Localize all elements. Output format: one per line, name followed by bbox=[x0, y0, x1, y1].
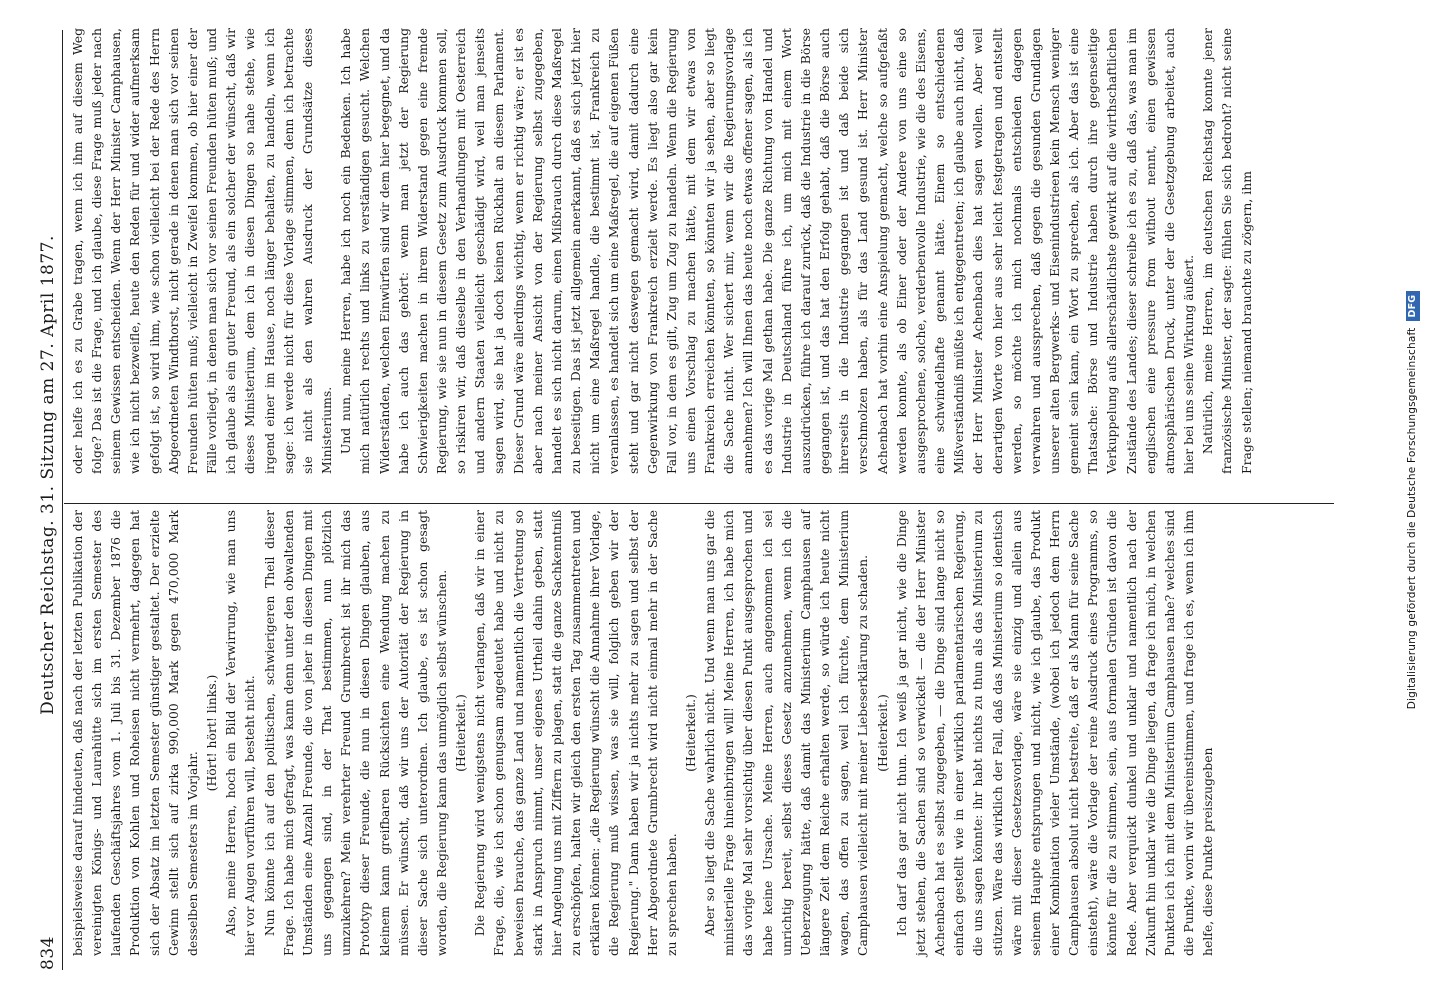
credit-text: Digitalisierung gefördert durch die Deutsche Forschungsgemeinschaft bbox=[1406, 327, 1418, 710]
page-header bbox=[34, 30, 62, 970]
paragraph: Die Regierung wird wenigstens nicht verlangen, daß wir in einer Frage, die, wie ich schon genugsam angedeutet habe und nicht zu beweisen brauche, das ganze Land und namentlich die Vertretung so stark in Anspruch nimmt, unser eigenes Urtheil dahin geben, statt hier Angelung uns mit Ziffern zu plagen, statt die ganze Sachkenntniß zu erschöpfen, halten wir gleich den ersten Tag zusammentreten und erklären können: „die Regierung wünscht die Annahme ihrer Vorlage, die Regierung muß wissen, was sie will, folglich geben wir der Regierung." Dann haben wir ja nichts mehr zu sagen und selbst der Herr Abgeordnete Grumbrecht wird nicht einmal mehr in der Sache zu sprechen haben. bbox=[472, 510, 679, 956]
paragraph: Also, meine Herren, hoch ein Bild der Verwirrung, wie man uns hier vor Augen vorführen will, besteht nicht. bbox=[223, 510, 258, 956]
digitization-credit bbox=[1398, 0, 1426, 1000]
right-column bbox=[68, 28, 1256, 474]
interjection: (Heiterkeit.) bbox=[874, 694, 890, 772]
column-divider bbox=[64, 503, 1334, 504]
paragraph: beispielsweise darauf hindeuten, daß nach der letzten Publikation der vereinigten Königs- und Laurahütte sich im ersten Semester des laufenden Geschäftsjahres vom 1. Juli bis 31. Dezember 1876 die Produktion von Kohlen und Roheisen nicht vermehrt, dagegen hat sich der Absatz im letzten Semester günstiger gestaltet. Der erzielte Gewinn stellt sich auf zirka 990,000 Mark gegen 470,000 Mark desselben Semesters im Vorjahr. bbox=[70, 510, 200, 956]
left-column bbox=[68, 510, 1217, 956]
paragraph: Ich darf das gar nicht thun. Ich weiß ja gar nicht, wie die Dinge jetzt stehen, die Sachen sind so verwickelt — die der Herr Minister Achenbach hat es selbst zugegeben, — die Dinge sind lange nicht so einfach gestellt wie in einer wirklich parlamentarischen Regierung, die uns sagen könnte: ihr habt nichts zu thun als das Ministerium zu stützen. Wäre das wirklich der Fall, daß das Ministerium so identisch wäre mit dieser Gesetzesvorlage, wäre sie einzig und allein aus seinem Haupte entsprungen und nicht, wie ich glaube, das Produkt einer Kombination vieler Umstände, (wobei ich jedoch dem Herrn Camphausen absolut nicht bestreite, daß er als Mann für seine Sache einsteht), wäre die Vorlage der reine Ausdruck eines Programms, so könnte für die zu stimmen, sein, aus formalen Gründen ist davon die Rede. Aber verquickt dunkel und unklar und namentlich nach der Zukunft hin unklar wie die Dinge liegen, da frage ich mich, in welchen Punkten ich ich mit dem Ministerium Camphausen nahe? welches sind die Punkte, worin wir übereinstimmen, und frage ich es, wenn ich ihm helfe, diese Punkte preiszugeben bbox=[893, 510, 1216, 956]
paragraph: oder helfe ich es zu Grabe tragen, wenn ich ihm auf diesem Weg folge? Das ist die Frage, und ich glaube, diese Frage muß jeder nach seinem Gewissen entscheiden. Wenn der Herr Minister Camphausen, wie ich nicht bezweifle, heute den Reden für und wider aufmerksam gefolgt ist, so wird ihm, wie schon vielleicht bei der Rede des Herrn Abgeordneten Windthorst, nicht gerade in denen man sich vor seinen Freunden hüten muß; vielleicht in Zweifel kommen, ob hier einer der Fälle vorliegt, in denen man sich vor seinen Freunden hüten muß; und ich glaube als ein guter Freund, als ein solcher der wünscht, daß wir dieses Ministerium, dem ich in diesen Dingen so nahe stehe, wie irgend einer im Hause, noch länger behalten, zu handeln, wenn ich sage: ich werde nicht für diese Vorlage stimmen, denn ich betrachte sie nicht als den wahren Ausdruck der Grundsätze dieses Ministeriums. bbox=[70, 28, 335, 474]
page-title: Deutscher Reichstag. 31. Sitzung am 27. April 1877. bbox=[38, 235, 58, 715]
interjection: (Hört! hört! links.) bbox=[204, 674, 220, 792]
header-rule bbox=[62, 30, 63, 970]
paragraph: Nun könnte ich auf den politischen, schwierigeren Theil dieser Frage. Ich habe mich gefragt, was kann denn unter den obwaltenden Umständen eine Anzahl Freunde, die von jeher in diesen Dingen mit uns gegangen sind, in der That bestimmen, nun plötzlich umzukehren? Mein verehrter Freund Grumbrecht ist ihr mich das Prototyp dieser Freunde, die nun in diesen Dingen glauben, aus kleinem kann greifbaren Rücksichten eine Wendung machen zu müssen. Er wünscht, daß wir uns der Autorität der Regierung in dieser Sache sich unterordnen. Ich glaube, es ist schon gesagt worden, die Regierung kann das unmöglich selbst wünschen. bbox=[261, 510, 449, 956]
paragraph: Und nun, meine Herren, habe ich noch ein Bedenken. Ich habe mich natürlich rechts und links zu verständigen gesucht. Welchen Widerständen, welchen Einwürfen sind wir dem hier begegnet, und da habe ich auch das gehört: wenn man jetzt der Regierung Schwierigkeiten machen in ihrem Widerstand gegen eine fremde Regierung, wie sie nun in diesem Gesetz zum Ausdruck kommen soll, so riskiren wir, daß dieselbe in den Verhandlungen mit Oesterreich und andern Staaten vielleicht geschädigt wird, weil man jenseits sagen wird, sie hat ja doch keinen Rückhalt an diesem Parlament. Dieser Grund wäre allerdings wichtig, wenn er richtig wäre; er ist es aber nach meiner Ansicht von der Regierung selbst zugegeben, handelt es sich nicht darum, einen Mißbrauch durch diese Maßregel zu beseitigen. Das ist jetzt allgemein anerkannt, daß es sich jetzt hier nicht um eine Maßregel handle, die bestimmt ist, Frankreich zu veranlassen, es handelt sich um eine Maßregel, die auf eigenen Füßen steht und gar nicht deswegen gemacht wird, damit dadurch eine Gegenwirkung von Frankreich erzielt werde. Es liegt also gar kein Fall vor, in dem es gilt, Zug um Zug zu handeln. Wenn die Regierung uns einen Vorschlag zu machen hätte, mit dem wir etwas von Frankreich erreichen könnten, so könnten wir ja sehen, aber so liegt die Sache nicht. Wer sichert mir, wenn wir die Regierungsvorlage annehmen? Ich will Ihnen das heute noch etwas offener sagen, als ich es das vorige Mal gethan habe. Die ganze Richtung von Handel und Industrie in Deutschland führe ich, um mich mit einem Wort auszudrücken, führe ich darauf zurück, daß die Industrie in die Börse gegangen ist, und das hat den Erfolg gehabt, daß die Börse auch ihrerseits in die Industrie gegangen ist und daß beide sich verschmolzen haben, als für das Land gesund ist. Herr Minister Achenbach hat vorhin eine Anspielung gemacht, welche so aufgefaßt werden konnte, als ob Einer oder der Andere von uns eine so ausgesprochene, solche, verderbenvolle Industrie, wie die des Eisens, eine schwindelhafte genannt hätte. Einem so entschiedenen Mißverständniß müßte ich entgegentreten; ich glaube auch nicht, daß der Herr Minister Achenbach dies hat sagen wollen. Aber weil derartigen Worte von hier aus sehr leicht festgetragen und entstellt werden, so möchte ich mich nochmals entschieden dagegen verwahren und aussprechen, daß gegen die gesunden Grundlagen unserer alten Bergwerks- und Eisenindustrieen kein Mensch weniger gemeint sein kann, ein Wort zu sprechen, als ich. Aber das ist eine Thatsache: Börse und Industrie haben durch ihre gegenseitige Verkuppelung aufs allerschädlichste gewirkt auf die wirthschaftlichen Zustände des Landes; dieser schreibe ich es zu, daß das, was man im englischen eine pressure from without nennt, einen gewissen atmosphärischen Druck, unter der die Gesetzgebung arbeitet, auch hier bei uns seine Wirkung äußert. bbox=[338, 28, 1197, 474]
interjection: (Heiterkeit.) bbox=[453, 694, 469, 772]
paragraph: Natürlich, meine Herren, im deutschen Reichstag konnte jener französische Minister, der sagte: fühlen Sie sich bedroht? nicht seine Frage stellen; niemand brauchte zu zögern, ihm bbox=[1200, 28, 1254, 474]
dfg-logo: DFG bbox=[1406, 291, 1420, 322]
interjection: (Heiterkeit.) bbox=[683, 694, 698, 772]
page-number: 834 bbox=[38, 936, 58, 970]
paragraph: Aber so liegt die Sache wahrlich nicht. Und wenn man uns gar die ministerielle Frage hineinbringen will! Meine Herren, ich habe mich das vorige Mal sehr vorsichtig über diesen Punkt ausgesprochen und habe keine Ursache. Meine Herren, auch angenommen ich sei unrichtig bereit, selbst dieses Gesetz anzunehmen, wenn ich die Ueberzeugung hätte, daß damit das Ministerium Camphausen auf längere Zeit dem Reiche erhalten werde, so würde ich heute nicht wagen, das offen zu sagen, weil ich fürchte, dem Ministerium Camphausen vielleicht mit meiner Liebeserklärung zu schaden. bbox=[702, 510, 871, 956]
